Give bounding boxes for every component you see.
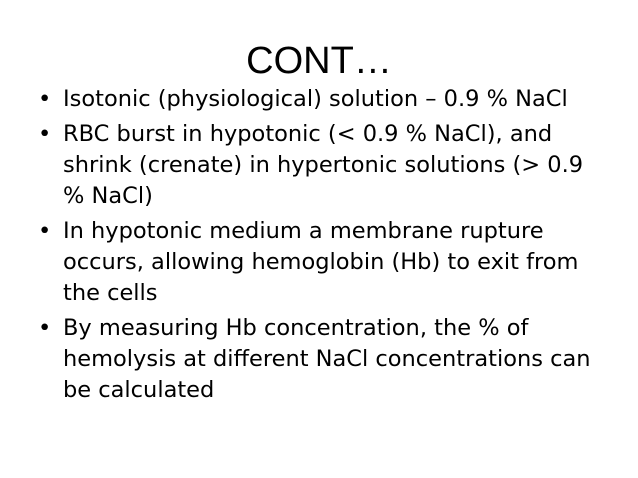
bullet-icon: • xyxy=(38,218,52,244)
bullet-text: RBC burst in hypotonic (< 0.9 % NaCl), and shrink (crenate) in hypertonic solutions (> 0.9 % NaCl) xyxy=(63,121,584,209)
bullet-icon: • xyxy=(38,121,52,147)
bullet-item xyxy=(38,313,610,406)
bullet-text: Isotonic (physiological) solution – 0.9 % NaCl xyxy=(63,86,568,112)
slide-title: CONT… xyxy=(246,40,392,82)
bullet-text: By measuring Hb concentration, the % of hemolysis at different NaCl concentrations can be calculated xyxy=(63,315,591,403)
bullet-list xyxy=(38,84,610,410)
bullet-text: In hypotonic medium a membrane rupture occurs, allowing hemoglobin (Hb) to exit from the cells xyxy=(63,218,579,306)
bullet-icon: • xyxy=(38,315,52,341)
bullet-item xyxy=(38,119,610,212)
bullet-item xyxy=(38,216,610,309)
bullet-item xyxy=(38,84,610,115)
bullet-icon: • xyxy=(38,86,52,112)
